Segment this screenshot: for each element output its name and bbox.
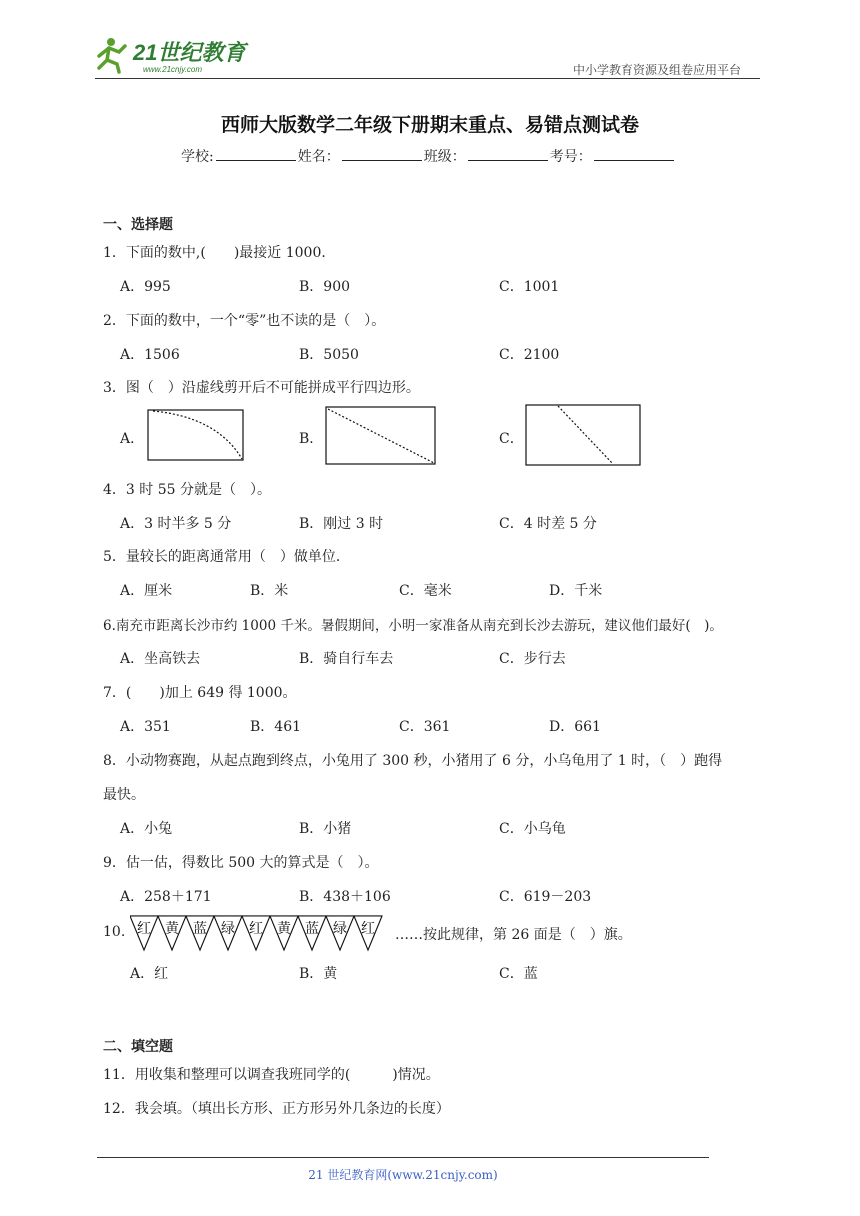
figure-a-curve-cut [147, 409, 245, 461]
q4-option-b[interactable]: B．刚过 3 时 [299, 516, 384, 532]
q4-option-a[interactable]: A．3 时半多 5 分 [120, 516, 232, 532]
q10-option-b[interactable]: B．黄 [299, 966, 338, 982]
q7-option-a[interactable]: A．351 [120, 719, 171, 735]
question-5: 5．量较长的距离通常用（ ）做单位． [103, 549, 350, 565]
flag-label: 黄 [277, 921, 291, 937]
flag-label: 黄 [165, 921, 179, 937]
question-8: 8．小动物赛跑，从起点跑到终点，小兔用了 300 秒，小猪用了 6 分，小乌龟用了 1 时，（ ）跑得 [103, 753, 723, 769]
section-fill-heading: 二、填空题 [103, 1039, 173, 1055]
q3-option-c[interactable]: C． [499, 431, 524, 447]
flag-label: 绿 [333, 921, 347, 937]
q6-option-a[interactable]: A．坐高铁去 [120, 651, 201, 667]
q4-option-c[interactable]: C．4 时差 5 分 [499, 516, 597, 532]
question-4: 4．3 时 55 分就是（ ）。 [103, 482, 271, 498]
q3-option-a[interactable]: A． [120, 431, 145, 447]
runner-logo-icon [95, 36, 265, 76]
q6-option-b[interactable]: B．骑自行车去 [299, 651, 394, 667]
flag-label: 红 [137, 921, 151, 937]
q5-option-d[interactable]: D．千米 [549, 583, 603, 599]
q9-option-c[interactable]: C．619－203 [499, 889, 592, 905]
question-11: 11．用收集和整理可以调查我班同学的( )情况。 [103, 1067, 440, 1083]
q1-option-b[interactable]: B．900 [299, 279, 351, 295]
section-choice-heading: 一、选择题 [103, 217, 173, 233]
flag-label: 红 [249, 921, 263, 937]
logo [95, 36, 265, 76]
question-10: 10. [103, 924, 126, 940]
flag-label: 蓝 [305, 921, 319, 937]
q5-option-c[interactable]: C．毫米 [399, 583, 452, 599]
name-blank[interactable] [342, 146, 422, 161]
footer-site[interactable]: 21 世纪教育网(www.21cnjy.com) [308, 1168, 498, 1182]
q7-option-b[interactable]: B．461 [250, 719, 302, 735]
footer-divider [97, 1157, 709, 1158]
school-blank[interactable] [216, 146, 296, 161]
q10-option-a[interactable]: A．红 [130, 966, 169, 982]
header-divider [95, 78, 760, 79]
question-7: 7．( )加上 649 得 1000。 [103, 685, 297, 701]
logo-url: www.21cnjy.com [143, 65, 202, 74]
exam-no-label: 考号： [549, 149, 592, 165]
question-6: 6.南充市距离长沙市约 1000 千米。暑假期间，小明一家准备从南充到长沙去游玩，建议他们最好( )。 [103, 618, 723, 634]
student-info-line [181, 146, 676, 166]
class-label: 班级： [423, 149, 466, 165]
flag-label: 蓝 [193, 921, 207, 937]
q7-option-d[interactable]: D．661 [549, 719, 601, 735]
flag-label: 绿 [221, 921, 235, 937]
figure-b-diagonal-cut [325, 406, 437, 466]
q8-option-a[interactable]: A．小兔 [120, 821, 173, 837]
q9-option-b[interactable]: B．438＋106 [299, 889, 391, 905]
question-9: 9．估一估，得数比 500 大的算式是（ ）。 [103, 855, 379, 871]
figure-c-diagonal-cut [525, 404, 642, 467]
header-platform-text: 中小学教育资源及组卷应用平台 [573, 63, 742, 77]
q7-option-c[interactable]: C．361 [399, 719, 451, 735]
name-label: 姓名： [297, 149, 340, 165]
question-1: 1．下面的数中,( )最接近 1000． [103, 245, 336, 261]
q1-option-a[interactable]: A．995 [120, 279, 171, 295]
q9-option-a[interactable]: A．258＋171 [120, 889, 212, 905]
q2-option-b[interactable]: B．5050 [299, 347, 359, 363]
school-label: 学校: [181, 149, 214, 165]
question-2: 2．下面的数中，一个“零”也不读的是（ ）。 [103, 313, 386, 329]
logo-text: 21世纪教育 [133, 40, 246, 65]
question-3: 3．图（ ）沿虚线剪开后不可能拼成平行四边形。 [103, 380, 420, 396]
q8-option-c[interactable]: C．小乌龟 [499, 821, 566, 837]
q6-option-c[interactable]: C．步行去 [499, 651, 566, 667]
question-10-text: ……按此规律，第 26 面是（ ）旗。 [395, 927, 632, 943]
q5-option-b[interactable]: B．米 [250, 583, 289, 599]
class-blank[interactable] [468, 146, 548, 161]
q2-option-c[interactable]: C．2100 [499, 347, 560, 363]
q2-option-a[interactable]: A．1506 [120, 347, 180, 363]
q8-option-b[interactable]: B．小猪 [299, 821, 352, 837]
flag-sequence [130, 914, 390, 954]
flag-label: 红 [361, 921, 375, 937]
question-8-continued: 最快。 [103, 787, 145, 803]
q5-option-a[interactable]: A．厘米 [120, 583, 173, 599]
question-12: 12．我会填。（填出长方形、正方形另外几条边的长度） [103, 1101, 450, 1117]
page-title: 西师大版数学二年级下册期末重点、易错点测试卷 [220, 114, 639, 136]
exam-no-blank[interactable] [594, 146, 674, 161]
q3-option-b[interactable]: B． [299, 431, 324, 447]
q10-option-c[interactable]: C．蓝 [499, 966, 538, 982]
q1-option-c[interactable]: C．1001 [499, 279, 560, 295]
